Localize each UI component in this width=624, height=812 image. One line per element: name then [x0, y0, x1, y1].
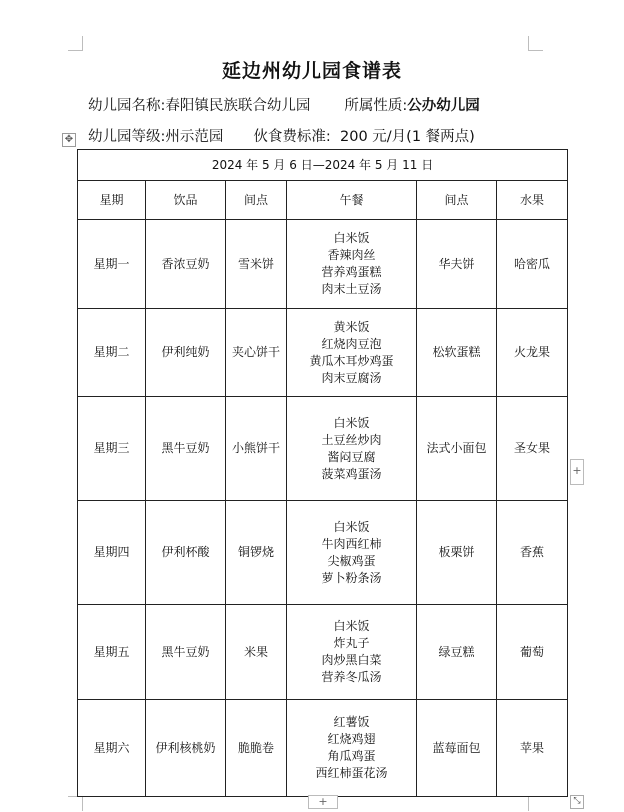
name-value: 春阳镇民族联合幼儿园 [165, 98, 311, 114]
level-label: 幼儿园等级: [88, 129, 166, 145]
drink-cell[interactable]: 伊利杯酸 [146, 501, 226, 605]
snack-1-cell[interactable]: 夹心饼干 [226, 309, 287, 397]
fruit-cell[interactable]: 火龙果 [497, 309, 568, 397]
fruit-cell[interactable]: 葡萄 [497, 605, 568, 700]
lunch-dish: 营养鸡蛋糕 [321, 265, 382, 279]
snack-2-cell[interactable]: 松软蛋糕 [417, 309, 497, 397]
page-corner-mark-top-left [68, 36, 83, 51]
snack-2-cell[interactable]: 法式小面包 [417, 397, 497, 501]
lunch-dish: 红烧鸡翅 [327, 732, 376, 746]
lunch-dish: 炸丸子 [333, 636, 370, 650]
info-line-2 [88, 125, 475, 146]
day-cell[interactable]: 星期二 [78, 309, 146, 397]
lunch-dish: 红烧肉豆泡 [321, 336, 382, 351]
snack-1-cell[interactable]: 米果 [226, 605, 287, 700]
header-snack-1[interactable]: 间点 [226, 181, 287, 220]
menu-table [77, 149, 568, 797]
lunch-dish: 酱闷豆腐 [327, 449, 376, 464]
fee-label: 伙食费标准: [253, 129, 331, 145]
table-row [78, 397, 568, 501]
lunch-dish: 土豆丝炒肉 [321, 432, 382, 447]
page-corner-mark-bottom-right [528, 796, 543, 811]
table-row [78, 501, 568, 605]
header-fruit[interactable]: 水果 [497, 181, 568, 220]
add-row-button[interactable]: + [308, 795, 338, 809]
lunch-dish: 尖椒鸡蛋 [327, 553, 376, 568]
drink-cell[interactable]: 黑牛豆奶 [146, 605, 226, 700]
nature-value: 公办幼儿园 [407, 98, 480, 114]
document-title: 延边州幼儿园食谱表 [221, 60, 402, 82]
lunch-dish: 西红柿蛋花汤 [315, 766, 388, 780]
header-lunch[interactable]: 午餐 [287, 181, 417, 220]
table-move-handle-icon[interactable]: ✥ [62, 133, 76, 147]
day-cell[interactable]: 星期六 [78, 700, 146, 797]
lunch-dish: 黄米饭 [333, 319, 370, 334]
page-corner-mark-top-right [528, 36, 543, 51]
header-day[interactable]: 星期 [78, 181, 146, 220]
drink-cell[interactable]: 伊利核桃奶 [146, 700, 226, 797]
day-cell[interactable]: 星期三 [78, 397, 146, 501]
lunch-cell[interactable] [287, 220, 417, 309]
fruit-cell[interactable]: 香蕉 [497, 501, 568, 605]
snack-1-cell[interactable]: 铜锣烧 [226, 501, 287, 605]
lunch-dish: 黄瓜木耳炒鸡蛋 [309, 353, 394, 368]
lunch-dish: 萝卜粉条汤 [321, 570, 382, 585]
lunch-cell[interactable] [287, 700, 417, 797]
nature-label: 所属性质: [344, 98, 408, 114]
lunch-dish: 香辣肉丝 [327, 248, 376, 262]
lunch-cell[interactable] [287, 309, 417, 397]
table-row [78, 220, 568, 309]
lunch-dish: 角瓜鸡蛋 [327, 749, 376, 763]
lunch-dish: 白米饭 [333, 519, 370, 534]
day-cell[interactable]: 星期四 [78, 501, 146, 605]
drink-cell[interactable]: 伊利纯奶 [146, 309, 226, 397]
lunch-dish: 牛肉西红柿 [321, 536, 382, 551]
header-snack-2[interactable]: 间点 [417, 181, 497, 220]
header-drink[interactable]: 饮品 [146, 181, 226, 220]
lunch-dish: 白米饭 [333, 415, 370, 430]
page-corner-mark-bottom-left [68, 796, 83, 811]
snack-2-cell[interactable]: 华夫饼 [417, 220, 497, 309]
lunch-cell[interactable] [287, 397, 417, 501]
snack-1-cell[interactable]: 雪米饼 [226, 220, 287, 309]
level-value: 州示范园 [165, 129, 224, 145]
lunch-cell[interactable] [287, 605, 417, 700]
fee-value: 200 元/月(1 餐两点) [340, 129, 475, 145]
table-row [78, 309, 568, 397]
date-range-cell[interactable]: 2024 年 5 月 6 日—2024 年 5 月 11 日 [78, 150, 568, 181]
snack-1-cell[interactable]: 脆脆卷 [226, 700, 287, 797]
lunch-dish: 营养冬瓜汤 [321, 670, 382, 684]
table-row [78, 700, 568, 797]
lunch-dish: 肉末豆腐汤 [321, 370, 382, 385]
table-row [78, 605, 568, 700]
header-row [78, 181, 568, 220]
fruit-cell[interactable]: 苹果 [497, 700, 568, 797]
name-label: 幼儿园名称: [88, 98, 166, 114]
snack-2-cell[interactable]: 蓝莓面包 [417, 700, 497, 797]
lunch-dish: 红薯饭 [333, 715, 370, 729]
lunch-dish: 白米饭 [333, 231, 370, 245]
lunch-dish: 白米饭 [333, 619, 370, 633]
date-row [78, 150, 568, 181]
lunch-cell[interactable] [287, 501, 417, 605]
table-resize-handle-icon[interactable]: ⤡ [570, 795, 584, 809]
day-cell[interactable]: 星期一 [78, 220, 146, 309]
lunch-dish: 菠菜鸡蛋汤 [321, 466, 382, 481]
day-cell[interactable]: 星期五 [78, 605, 146, 700]
info-line-1 [88, 94, 480, 115]
fruit-cell[interactable]: 圣女果 [497, 397, 568, 501]
fruit-cell[interactable]: 哈密瓜 [497, 220, 568, 309]
lunch-dish: 肉末土豆汤 [321, 282, 382, 296]
drink-cell[interactable]: 香浓豆奶 [146, 220, 226, 309]
snack-2-cell[interactable]: 板栗饼 [417, 501, 497, 605]
drink-cell[interactable]: 黑牛豆奶 [146, 397, 226, 501]
snack-1-cell[interactable]: 小熊饼干 [226, 397, 287, 501]
add-column-button[interactable]: + [570, 459, 584, 485]
lunch-dish: 肉炒黑白菜 [321, 653, 382, 667]
snack-2-cell[interactable]: 绿豆糕 [417, 605, 497, 700]
